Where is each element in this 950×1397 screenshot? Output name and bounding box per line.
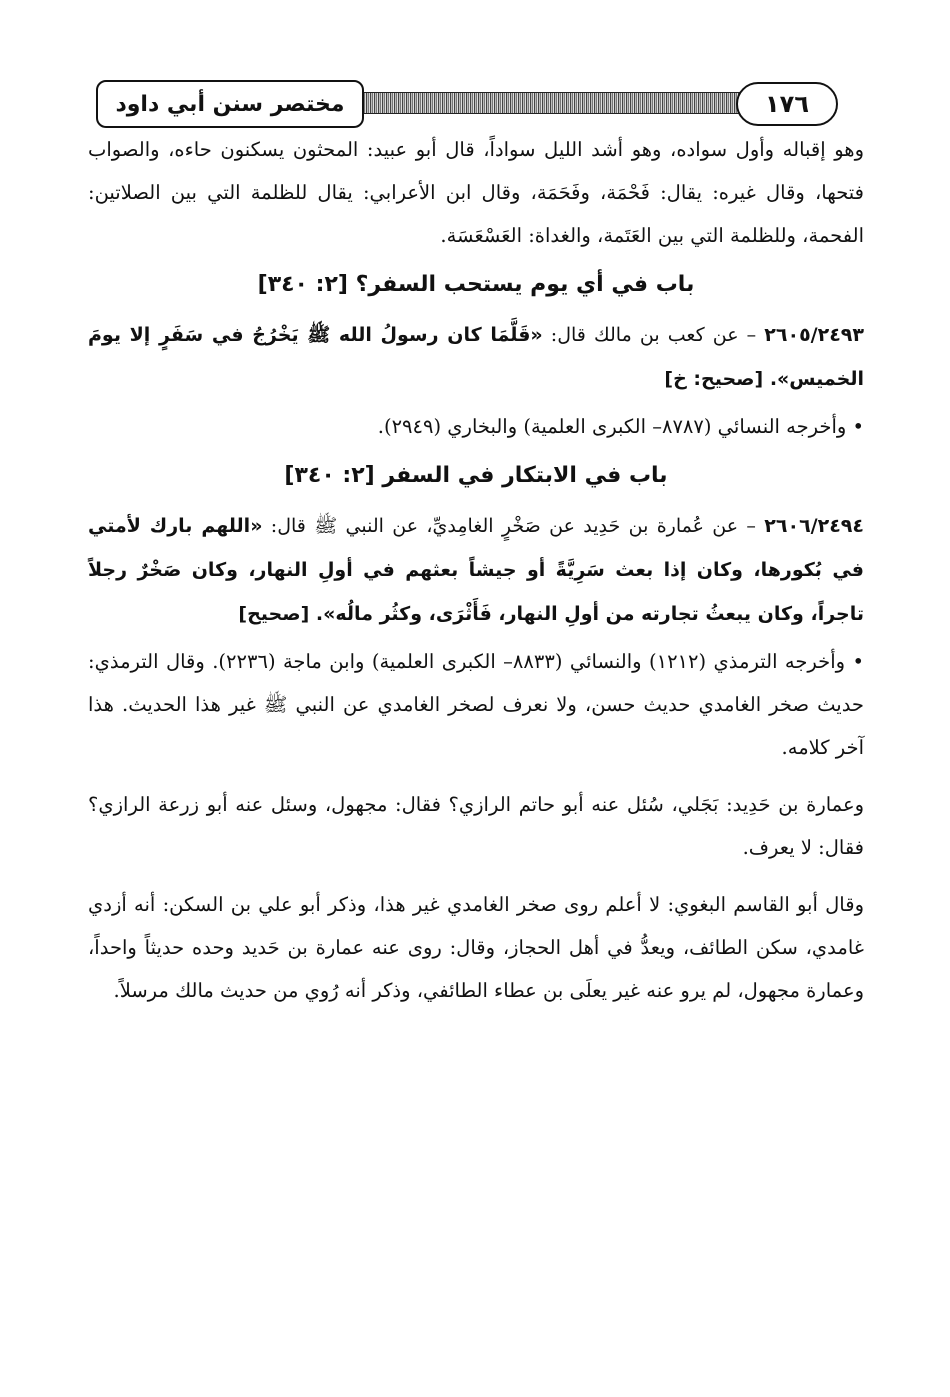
- chapter-heading-early-travel: باب في الابتكار في السفر [٢: ٣٤٠]: [284, 463, 668, 488]
- page-body: [88, 128, 864, 1012]
- narrator-comment: وعمارة بن حَدِيد: بَجَلي، سُئل عنه أبو حاتم الرازي؟ فقال: مجهول، وسئل عنه أبو زرعة الرازي؟ فقال: لا يعرف.: [88, 793, 864, 859]
- page-number: ١٧٦: [736, 82, 838, 126]
- spacer: [88, 769, 864, 783]
- hadith-narrator: – عن كعب بن مالك قال:: [542, 324, 765, 346]
- page-header: [96, 80, 836, 126]
- takhrij-note: • وأخرجه النسائي (٨٧٨٧– الكبرى العلمية) والبخاري (٢٩٤٩).: [377, 415, 864, 438]
- hadith-text: «اللهم بارك لأمتي في بُكورها، وكان إذا بعث سَرِيَّةً أو جيشاً بعثهم في أولِ النهار، وكان صَخْرٌ رجلاً تاجراً، وكان يبعثُ تجارته من أولِ النهار، فَأَثْرَى، وكثُر مالُه». [صحيح]: [88, 515, 864, 625]
- chapter-heading-travel-day: باب في أي يوم يستحب السفر؟ [٢: ٣٤٠]: [257, 272, 695, 297]
- narrator-comment: وقال أبو القاسم البغوي: لا أعلم روى صخر الغامدي غير هذا، وذكر أبو علي بن السكن: أنه أزدي غامدي، سكن الطائف، ويعدُّ في أهل الحجاز، وقال: روى عنه عمارة بن حَديد وحده حديثاً واحداً، وعمارة مجهول، لم يرو عنه غير يعلَى بن عطاء الطائفي، وذكر أنه رُوي من حديث مالك مرسلاً.: [88, 893, 864, 1002]
- intro-paragraph: وهو إقباله وأول سواده، وهو أشد الليل سواداً، قال أبو عبيد: المحثون يسكنون حاءه، والصواب فتحها، وقال غيره: يقال: فَحْمَة، وفَحَمَة، وقال ابن الأعرابي: يقال للظلمة التي بين الصلاتين: الفحمة، وللظلمة التي بين العَتَمة، والغداة: العَسْعَسَة.: [88, 138, 864, 247]
- takhrij-note: • وأخرجه الترمذي (١٢١٢) والنسائي (٨٨٣٣– الكبرى العلمية) وابن ماجة (٢٢٣٦). وقال الترمذي: حديث صخر الغامدي حديث حسن، ولا نعرف لصخر الغامدي عن النبي ﷺ غير هذا الحديث. هذا آخر كلامه.: [88, 650, 864, 759]
- hadith-2605: [88, 313, 864, 401]
- hadith-narrator: – عن عُمارة بن حَدِيد عن صَخْرٍ الغامِديِّ، عن النبي ﷺ قال:: [262, 515, 765, 537]
- hadith-number: ٢٦٠٦/٢٤٩٤: [764, 515, 864, 537]
- book-title: مختصر سنن أبي داود: [96, 80, 364, 128]
- hadith-number: ٢٦٠٥/٢٤٩٣: [764, 324, 864, 346]
- hadith-text: «قَلَّمَا كان رسولُ الله ﷺ يَخْرُجُ في سَفَرٍ إلا يومَ الخميس». [صحيح: خ]: [88, 324, 864, 390]
- spacer: [88, 869, 864, 883]
- hadith-2606: [88, 504, 864, 636]
